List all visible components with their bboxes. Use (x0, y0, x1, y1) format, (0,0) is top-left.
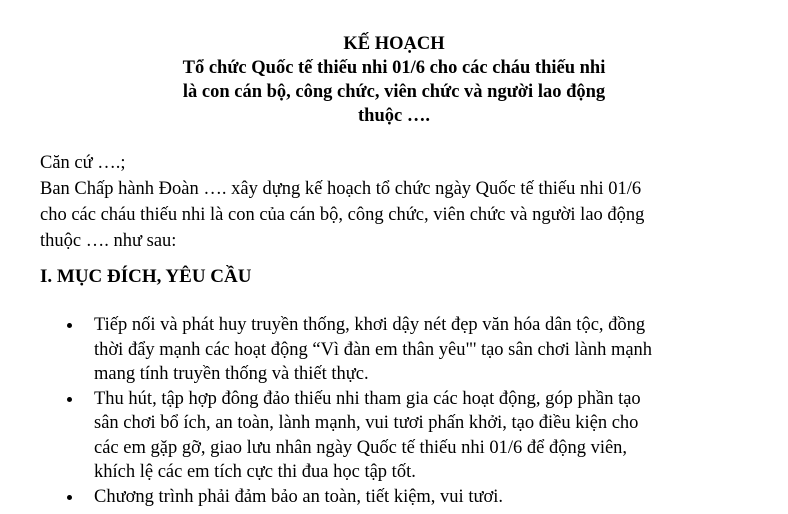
bullet-item-1 (0, 313, 788, 387)
bullet-line: Thu hút, tập hợp đông đảo thiếu nhi tham gia các hoạt động, góp phần tạo (94, 388, 641, 409)
bullet-line: sân chơi bổ ích, an toàn, lành mạnh, vui tươi phấn khởi, tạo điều kiện cho (94, 413, 639, 433)
document-subtitle-line-2: là con cán bộ, công chức, viên chức và người lao động (182, 82, 606, 102)
bullet-line: Tiếp nối và phát huy truyền thống, khơi dậy nét đẹp văn hóa dân tộc, đồng (94, 315, 646, 335)
intro-line-1: Căn cứ ….; (40, 153, 126, 173)
bullet-item-2 (0, 387, 788, 485)
intro-line-2: Ban Chấp hành Đoàn …. xây dựng kế hoạch tổ chức ngày Quốc tế thiếu nhi 01/6 (40, 179, 642, 199)
document-title: KẾ HOẠCH (343, 34, 445, 54)
bullet-line: khích lệ các em tích cực thi đua học tập tốt. (94, 462, 416, 482)
bullet-line: các em gặp gỡ, giao lưu nhân ngày Quốc tế thiếu nhi 01/6 để động viên, (94, 437, 628, 458)
bullet-line: mang tính truyền thống và thiết thực. (94, 364, 369, 384)
bullet-dot-icon (67, 397, 72, 402)
bullet-dot-icon (67, 495, 72, 500)
bullet-line: Chương trình phải đảm bảo an toàn, tiết kiệm, vui tươi. (94, 486, 504, 507)
document-subtitle-line-1: Tổ chức Quốc tế thiếu nhi 01/6 cho các cháu thiếu nhi (182, 58, 606, 78)
section-heading-muc-dich: I. MỤC ĐÍCH, YÊU CẦU (40, 266, 252, 287)
bullet-item-3 (0, 485, 788, 510)
intro-paragraph (40, 150, 760, 254)
intro-line-4: thuộc …. như sau: (40, 231, 177, 251)
document-subtitle-line-3: thuộc …. (358, 106, 430, 126)
bullet-dot-icon (67, 323, 72, 328)
bullet-list (0, 313, 788, 509)
intro-line-3: cho các cháu thiếu nhi là con của cán bộ, công chức, viên chức và người lao động (40, 205, 645, 225)
bullet-line: thời đẩy mạnh các hoạt động “Vì đàn em thân yêu"' tạo sân chơi lành mạnh (94, 339, 653, 360)
document-title-block (0, 32, 788, 128)
